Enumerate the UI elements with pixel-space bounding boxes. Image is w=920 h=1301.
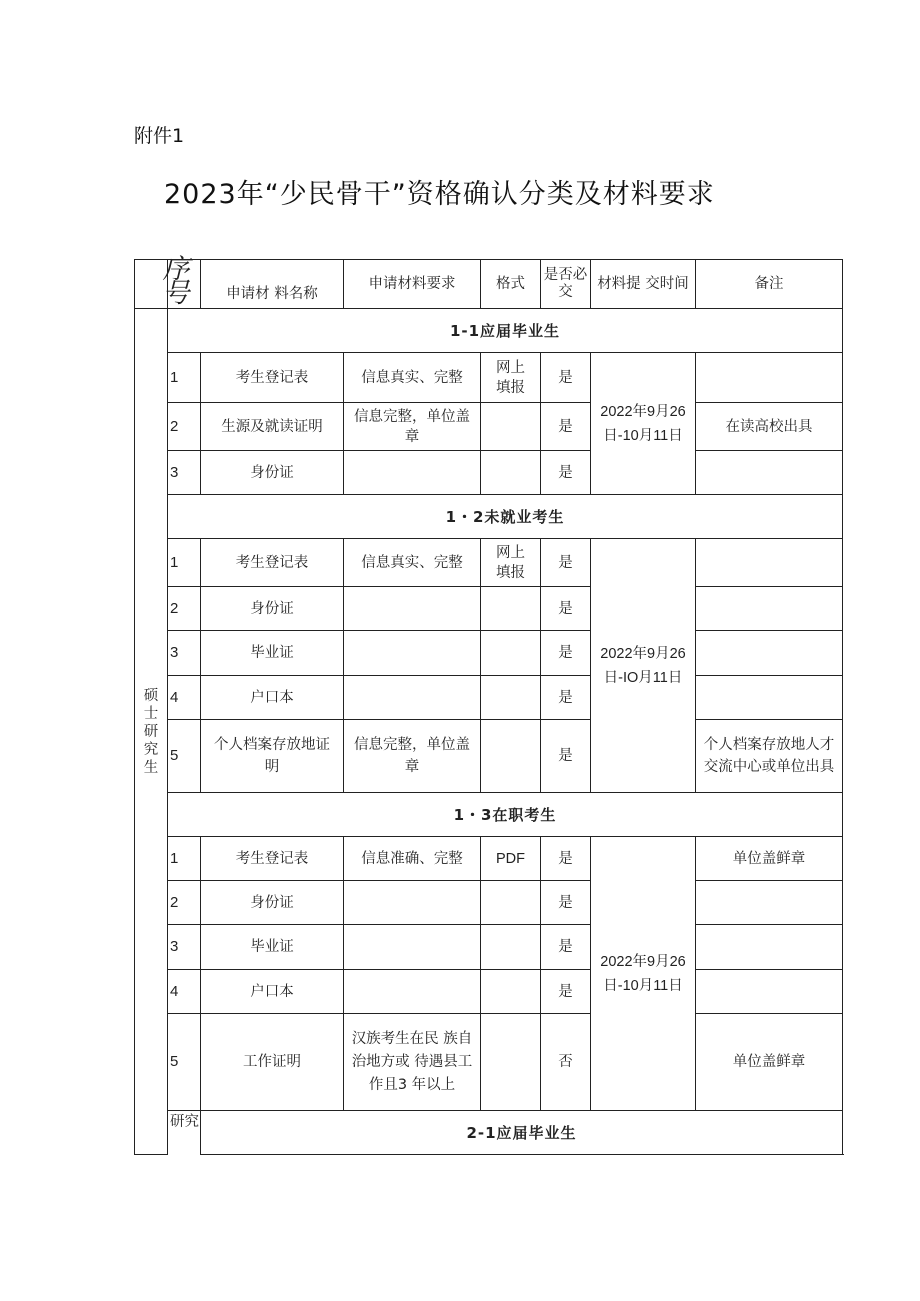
row-requirement bbox=[344, 925, 481, 970]
row-requirement: 信息真实、完整 bbox=[344, 353, 481, 403]
row-format bbox=[481, 451, 541, 495]
row-requirement: 信息完整，单位盖章 bbox=[344, 403, 481, 451]
row-remark bbox=[696, 881, 843, 925]
row-requirement bbox=[344, 970, 481, 1014]
row-required: 是 bbox=[541, 353, 591, 403]
table-row bbox=[135, 837, 843, 881]
header-seq: 序号 bbox=[168, 260, 201, 309]
row-name: 户口本 bbox=[201, 676, 344, 720]
table-row bbox=[135, 925, 843, 970]
row-remark bbox=[696, 451, 843, 495]
row-name: 身份证 bbox=[201, 587, 344, 631]
row-name: 身份证 bbox=[201, 881, 344, 925]
page-title: 2023年“少民骨干”资格确认分类及材料要求 bbox=[164, 179, 715, 210]
section-row bbox=[135, 309, 843, 353]
row-name: 考生登记表 bbox=[201, 539, 344, 587]
row-name: 生源及就读证明 bbox=[201, 403, 344, 451]
row-required: 是 bbox=[541, 676, 591, 720]
row-remark bbox=[696, 970, 843, 1014]
row-name: 工作证明 bbox=[201, 1014, 344, 1111]
category-research: 研究 bbox=[168, 1111, 201, 1155]
row-name: 个人档案存放地证明 bbox=[201, 720, 344, 793]
row-required: 否 bbox=[541, 1014, 591, 1111]
submit-time: 2022年9月26日-IO月11日 bbox=[591, 539, 696, 793]
table-row bbox=[135, 539, 843, 587]
row-required: 是 bbox=[541, 720, 591, 793]
row-name: 户口本 bbox=[201, 970, 344, 1014]
table-row bbox=[135, 676, 843, 720]
table-header bbox=[135, 260, 843, 309]
row-required: 是 bbox=[541, 451, 591, 495]
row-name: 身份证 bbox=[201, 451, 344, 495]
table-row bbox=[135, 881, 843, 925]
row-no: 4 bbox=[168, 970, 201, 1014]
row-required: 是 bbox=[541, 403, 591, 451]
submit-time: 2022年9月26日-10月11日 bbox=[591, 837, 696, 1111]
row-required: 是 bbox=[541, 587, 591, 631]
row-name: 毕业证 bbox=[201, 631, 344, 676]
row-requirement bbox=[344, 587, 481, 631]
table-row bbox=[135, 403, 843, 451]
header-name: 申请材 料名称 bbox=[201, 260, 344, 309]
row-remark: 个人档案存放地人才交流中心或单位出具 bbox=[696, 720, 843, 793]
materials-table bbox=[134, 254, 843, 1155]
row-no: 2 bbox=[168, 587, 201, 631]
row-requirement bbox=[344, 631, 481, 676]
table-row bbox=[135, 720, 843, 793]
row-format: 网上填报 bbox=[481, 539, 541, 587]
row-name: 考生登记表 bbox=[201, 353, 344, 403]
row-requirement: 信息完整，单位盖章 bbox=[344, 720, 481, 793]
header-remark: 备注 bbox=[696, 260, 843, 309]
row-remark bbox=[696, 587, 843, 631]
row-no: 1 bbox=[168, 837, 201, 881]
attachment-label: 附件1 bbox=[134, 125, 185, 147]
row-required: 是 bbox=[541, 631, 591, 676]
row-no: 3 bbox=[168, 631, 201, 676]
row-format bbox=[481, 720, 541, 793]
row-no: 4 bbox=[168, 676, 201, 720]
row-name: 考生登记表 bbox=[201, 837, 344, 881]
row-requirement bbox=[344, 676, 481, 720]
section-title: 1・2未就业考生 bbox=[168, 495, 843, 539]
row-remark bbox=[696, 539, 843, 587]
row-format bbox=[481, 587, 541, 631]
row-required: 是 bbox=[541, 539, 591, 587]
header-format: 格式 bbox=[481, 260, 541, 309]
row-required: 是 bbox=[541, 970, 591, 1014]
row-no: 3 bbox=[168, 451, 201, 495]
section-title: 2-1应届毕业生 bbox=[201, 1111, 843, 1155]
row-no: 1 bbox=[168, 539, 201, 587]
row-no: 5 bbox=[168, 1014, 201, 1111]
row-format bbox=[481, 1014, 541, 1111]
table-row bbox=[135, 451, 843, 495]
header-required: 是否必交 bbox=[541, 260, 591, 309]
table-row bbox=[135, 970, 843, 1014]
row-no: 1 bbox=[168, 353, 201, 403]
row-format: 网上填报 bbox=[481, 353, 541, 403]
table-row bbox=[135, 1014, 843, 1111]
row-format bbox=[481, 970, 541, 1014]
row-remark bbox=[696, 676, 843, 720]
row-required: 是 bbox=[541, 925, 591, 970]
row-requirement: 信息准确、完整 bbox=[344, 837, 481, 881]
row-name: 毕业证 bbox=[201, 925, 344, 970]
row-no: 2 bbox=[168, 403, 201, 451]
header-time: 材料提 交时间 bbox=[591, 260, 696, 309]
row-remark: 单位盖鲜章 bbox=[696, 837, 843, 881]
row-format bbox=[481, 925, 541, 970]
row-no: 3 bbox=[168, 925, 201, 970]
row-no: 2 bbox=[168, 881, 201, 925]
row-no: 5 bbox=[168, 720, 201, 793]
section-title: 1・3在职考生 bbox=[168, 793, 843, 837]
row-format bbox=[481, 881, 541, 925]
row-remark: 在读高校出具 bbox=[696, 403, 843, 451]
header-requirement: 申请材料要求 bbox=[344, 260, 481, 309]
section-row bbox=[135, 1111, 843, 1155]
section-row bbox=[135, 495, 843, 539]
row-remark: 单位盖鲜章 bbox=[696, 1014, 843, 1111]
row-requirement: 信息真实、完整 bbox=[344, 539, 481, 587]
section-title: 1-1应届毕业生 bbox=[168, 309, 843, 353]
row-format bbox=[481, 676, 541, 720]
row-requirement bbox=[344, 881, 481, 925]
row-required: 是 bbox=[541, 837, 591, 881]
table-row bbox=[135, 587, 843, 631]
row-remark bbox=[696, 925, 843, 970]
table-row bbox=[135, 631, 843, 676]
row-requirement bbox=[344, 451, 481, 495]
submit-time: 2022年9月26日-10月11日 bbox=[591, 353, 696, 495]
row-format: PDF bbox=[481, 837, 541, 881]
row-format bbox=[481, 631, 541, 676]
table-row bbox=[135, 353, 843, 403]
row-required: 是 bbox=[541, 881, 591, 925]
row-format bbox=[481, 403, 541, 451]
row-remark bbox=[696, 353, 843, 403]
row-requirement: 汉族考生在民 族自治地方或 待遇县工作且3 年以上 bbox=[344, 1014, 481, 1111]
section-row bbox=[135, 793, 843, 837]
category-master: 硕士研究生 bbox=[135, 309, 168, 1155]
row-remark bbox=[696, 631, 843, 676]
